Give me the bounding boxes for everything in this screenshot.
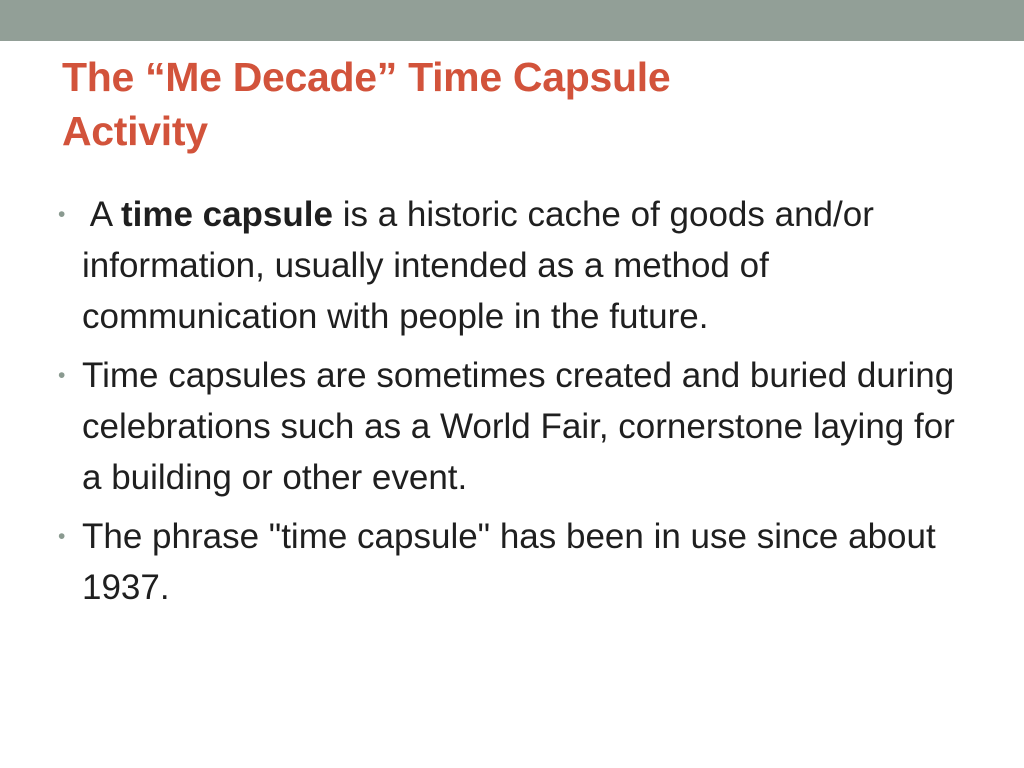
bullet-text (82, 195, 874, 336)
bullet-dot-icon: • (58, 203, 66, 226)
slide-title (62, 50, 962, 158)
slide-title-line-2: Activity (62, 108, 208, 154)
bullet-list (58, 189, 958, 621)
bullet-item-definition (58, 189, 958, 342)
bullet-body-text: is a historic cache of goods and/or information, usually intended as a method of communication with people in the future. (82, 195, 874, 336)
slide-top-bar (0, 0, 1024, 41)
bullet-item-celebrations (58, 350, 958, 503)
bullet-text: Time capsules are sometimes created and buried during celebrations such as a World Fair, cornerstone laying for a building or other event. (82, 356, 955, 497)
bullet-dot-icon: • (58, 364, 66, 387)
bullet-item-phrase-history (58, 511, 958, 613)
bullet-bold-term: time capsule (120, 195, 333, 234)
bullet-text: The phrase "time capsule" has been in use since about 1937. (82, 517, 936, 607)
slide-title-line-1: The “Me Decade” Time Capsule (62, 54, 671, 100)
bullet-lead-text: A (82, 195, 121, 234)
bullet-dot-icon: • (58, 525, 66, 548)
